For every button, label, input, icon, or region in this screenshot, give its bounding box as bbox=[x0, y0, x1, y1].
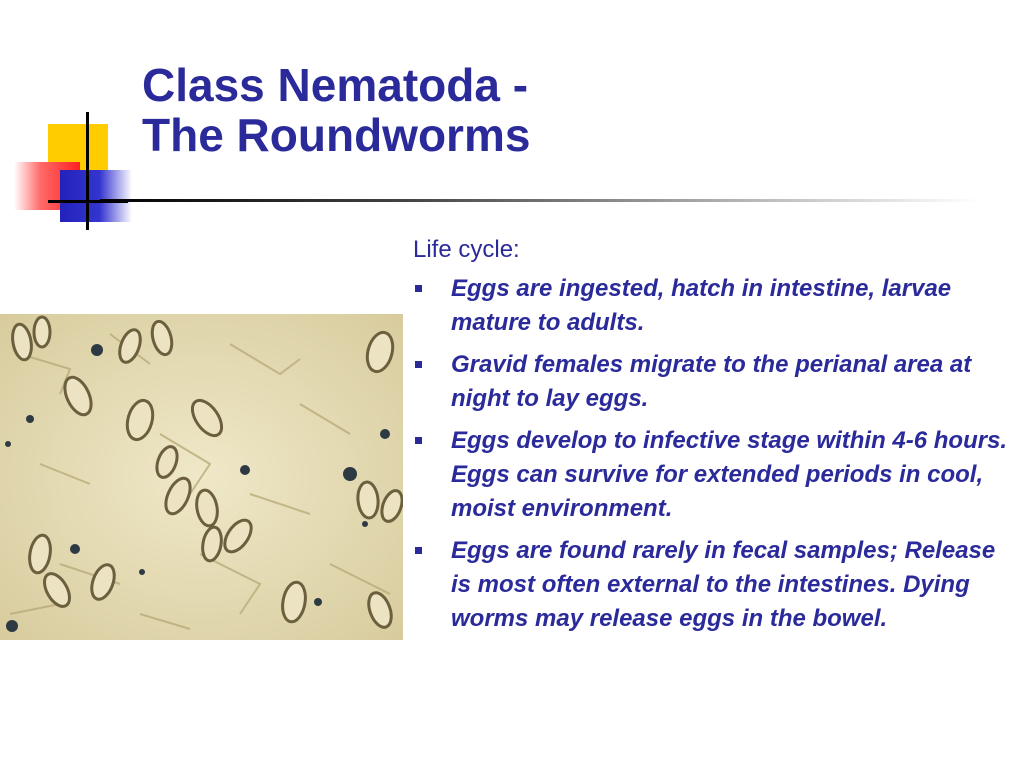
logo-vertical-line bbox=[86, 112, 89, 230]
life-cycle-bullet-list bbox=[413, 272, 1018, 636]
life-cycle-heading: Life cycle: bbox=[413, 236, 520, 263]
title-line-2: The Roundworms bbox=[142, 109, 531, 161]
pinworm-eggs-micrograph bbox=[0, 314, 403, 640]
square-bullet-icon bbox=[415, 285, 422, 292]
bullet-item bbox=[413, 424, 1018, 526]
bullet-text: Eggs are found rarely in fecal samples; Release is most often external to the intestines. Dying worms may release eggs in the bowel. bbox=[451, 537, 996, 632]
life-cycle-content bbox=[413, 234, 1018, 644]
bullet-item bbox=[413, 272, 1018, 340]
title-divider bbox=[100, 199, 980, 202]
square-bullet-icon bbox=[415, 547, 422, 554]
slide-title bbox=[142, 60, 842, 160]
bullet-text: Eggs develop to infective stage within 4-6 hours. Eggs can survive for extended periods in cool, moist environment. bbox=[451, 427, 1008, 522]
bullet-item bbox=[413, 348, 1018, 416]
bullet-text: Gravid females migrate to the perianal area at night to lay eggs. bbox=[451, 351, 972, 412]
title-line-1: Class Nematoda - bbox=[142, 59, 529, 111]
square-bullet-icon bbox=[415, 437, 422, 444]
bullet-item bbox=[413, 534, 1018, 636]
logo-blue-square bbox=[60, 170, 132, 222]
decorative-logo-blocks bbox=[0, 100, 150, 235]
microscope-photo-icon bbox=[0, 314, 403, 640]
square-bullet-icon bbox=[415, 361, 422, 368]
bullet-text: Eggs are ingested, hatch in intestine, larvae mature to adults. bbox=[451, 275, 952, 336]
